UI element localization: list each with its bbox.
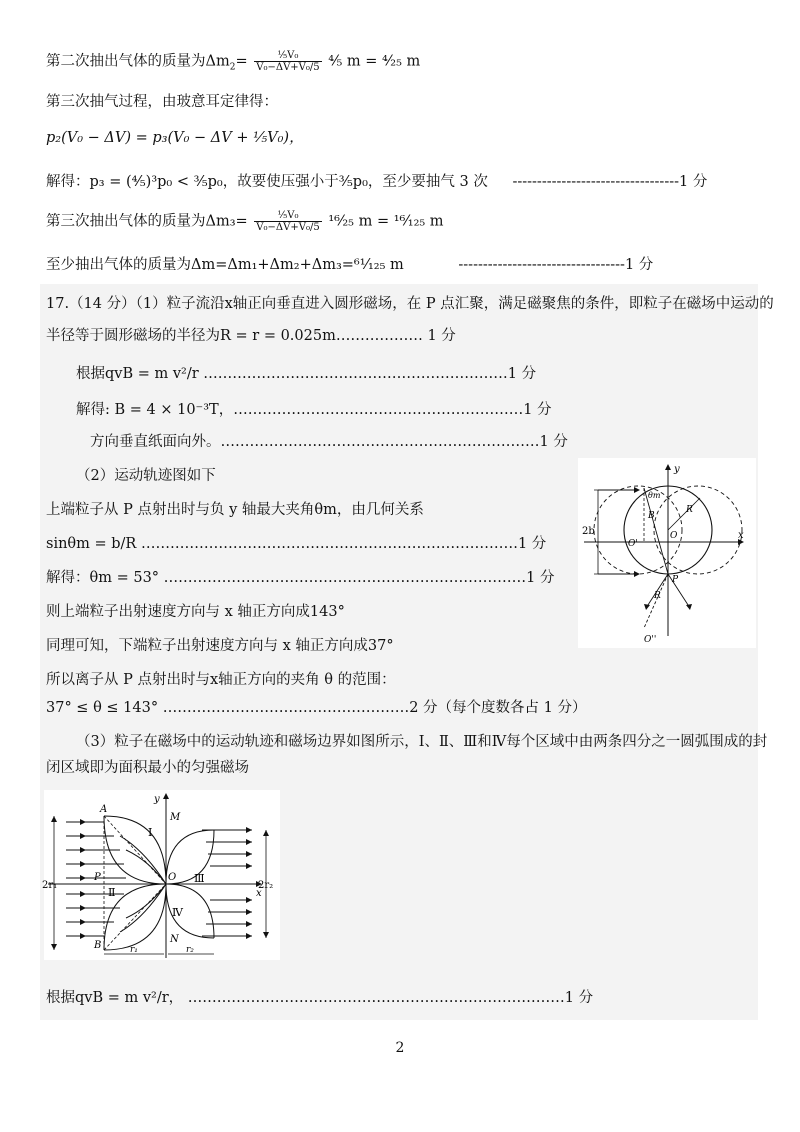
trajectory-figure-1 [578, 458, 756, 648]
q17-part1-e: 方向垂直纸面向外。…………………………………………………………1 分 [90, 434, 568, 450]
x-axis-label: x [738, 530, 744, 541]
label-M: M [170, 812, 181, 823]
label-r1: r₁ [130, 945, 138, 955]
q17-part2-d: 则上端粒子出射速度方向与 x 轴正方向成143° [46, 604, 345, 620]
q17-part2-e: 同理可知，下端粒子出射速度方向与 x 轴正方向成37° [46, 638, 394, 654]
line-second-extraction [46, 50, 420, 77]
label-2r2: 2r₂ [258, 880, 274, 891]
label-B: B [648, 511, 655, 521]
label-B: B [94, 940, 102, 951]
label-r2: r₂ [186, 945, 194, 955]
text: ⁴⁄₅ m = [328, 53, 383, 70]
q17-part3-a: （3）粒子在磁场中的运动轨迹和磁场边界如图所示，Ⅰ、Ⅱ、Ⅲ和Ⅳ每个区域中由两条四分之一圆弧围成的封 [76, 734, 768, 750]
q17-part3-c: 根据qvB = m v²/r， ……………………………………………………………………1 分 [46, 990, 594, 1006]
label-theta-m: θm [648, 491, 661, 500]
q17-part2-b: sinθm = b/R ……………………………………………………………………1 分 [46, 536, 547, 552]
text: 第三次抽出气体的质量为Δm₃= [46, 213, 248, 230]
text: = [235, 53, 248, 70]
q17-part3-b: 闭区域即为面积最小的匀强磁场 [46, 760, 249, 776]
label-2r1: 2r₁ [42, 880, 58, 891]
y-axis-label: y [154, 794, 160, 805]
region-label-I: Ⅰ [148, 826, 153, 839]
score-mark: ----------------------------------1 分 [458, 257, 654, 273]
y-axis-label: y [674, 464, 680, 475]
trajectory-figure-2 [44, 790, 280, 960]
q17-part2-c: 解得：θm = 53° …………………………………………………………………1 分 [46, 570, 555, 586]
fraction [254, 50, 321, 73]
fraction-denominator: V₀−ΔV+V₀/5 [256, 222, 320, 233]
label-2b: 2b [582, 526, 595, 537]
line-boyle-intro: 第三次抽气过程，由玻意耳定律得： [46, 94, 278, 110]
subscript: 2 [229, 62, 236, 73]
q17-part1-c: 根据qvB = m v²/r ………………………………………………………1 分 [76, 366, 537, 382]
label-R-lower: R [654, 591, 661, 601]
fraction-numerator: ¹⁄₅V₀ [254, 50, 321, 62]
region-label-II: Ⅱ [108, 886, 116, 899]
q17-part2-heading: （2）运动轨迹图如下 [76, 468, 216, 484]
line-boyle-equation: p₂(V₀ − ΔV) = p₃(V₀ − ΔV + ¹⁄₅V₀)， [46, 130, 304, 146]
label-R-upper: R [686, 505, 693, 515]
label-P: P [94, 872, 101, 883]
score-mark: ----------------------------------1 分 [512, 174, 708, 190]
text: 至少抽出气体的质量为Δm=Δm₁+Δm₂+Δm₃=⁶¹⁄₁₂₅ m [46, 257, 404, 273]
region-label-IV: Ⅳ [172, 906, 183, 919]
x-axis-label: x [256, 888, 262, 899]
q17-part2-a: 上端粒子从 P 点射出时与负 y 轴最大夹角θm，由几何关系 [46, 502, 424, 518]
label-O-prime: O' [628, 539, 638, 549]
label-O-double-prime: O'' [644, 635, 657, 645]
region-label-III: Ⅲ [194, 872, 205, 885]
label-A: A [100, 804, 108, 815]
fraction-denominator: V₀−ΔV+V₀/5 [256, 62, 320, 73]
page-number: 2 [395, 1040, 405, 1056]
q17-part2-f: 所以离子从 P 点射出时与x轴正方向的夹角 θ 的范围： [46, 672, 396, 688]
fraction-numerator: ¹⁄₅V₀ [254, 210, 321, 222]
q17-part1-a: 17.（14 分）（1）粒子流沿x轴正向垂直进入圆形磁场，在 P 点汇聚，满足磁聚焦的条件，即粒子在磁场中运动的 [46, 296, 774, 312]
fraction [254, 210, 321, 233]
q17-part1-b: 半径等于圆形磁场的半径为R = r = 0.025m……………… 1 分 [46, 328, 456, 344]
q17-part2-g: 37° ≤ θ ≤ 143° ……………………………………………2 分（每个度数各占 1 分） [46, 700, 587, 716]
line-solution-pressure [46, 172, 707, 192]
q17-part1-d: 解得: B = 4 × 10⁻³T，……………………………………………………1 分 [76, 402, 552, 418]
label-N: N [170, 934, 179, 945]
text: 第二次抽出气体的质量为Δm [46, 53, 230, 70]
label-O: O [670, 531, 678, 541]
line-total-mass [46, 255, 653, 275]
text: ⁴⁄₂₅ m [382, 53, 421, 70]
label-O: O [168, 872, 177, 883]
text: ¹⁶⁄₂₅ m = ¹⁶⁄₁₂₅ m [328, 213, 444, 230]
label-P: P [672, 575, 679, 585]
line-third-extraction [46, 210, 444, 233]
text: 解得：p₃ = (⁴⁄₅)³p₀ < ³⁄₅p₀，故要使压强小于³⁄₅p₀，至少要抽气 3 次 [46, 174, 488, 190]
